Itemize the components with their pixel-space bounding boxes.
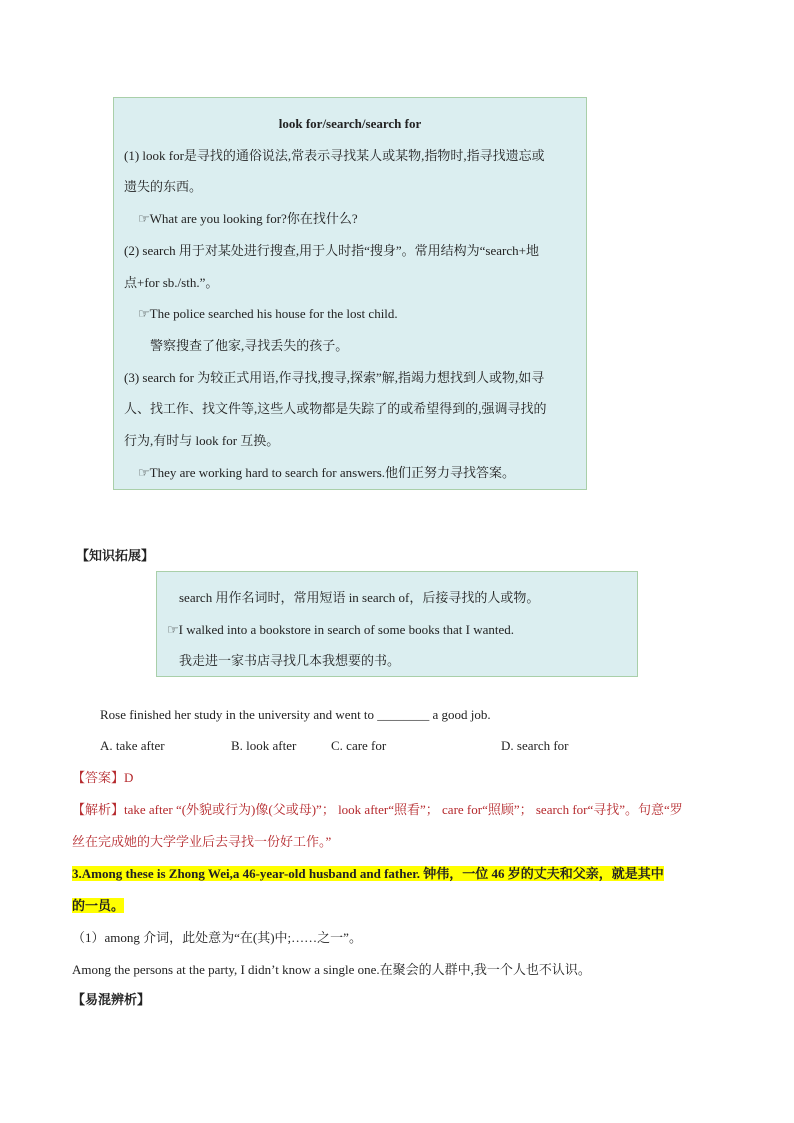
box-line: search 用作名词时，常用短语 in search of，后接寻找的人或物。 — [179, 590, 540, 605]
box-line: 行为,有时与 look for 互换。 — [124, 433, 280, 449]
highlighted-heading: 的一员。 — [72, 898, 125, 913]
note-text: （1）among 介词，此处意为“在(其)中;……之一”。 — [72, 930, 362, 945]
box-line: 人、找工作、找文件等,这些人或物都是失踪了的或希望得到的,强调寻找的 — [124, 401, 547, 417]
option-c: C. care for — [331, 738, 387, 753]
box-example: ☞They are working hard to search for answers.他们正努力寻找答案。 — [138, 464, 516, 480]
analysis-text: 丝在完成她的大学学业后去寻找一份好工作。” — [72, 834, 332, 849]
box-example: ☞The police searched his house for the lost child. — [138, 306, 398, 322]
section-heading-extend: 【知识拓展】 — [76, 548, 155, 563]
knowledge-box-search — [113, 97, 587, 490]
box-example-translation: 警察搜查了他家,寻找丢失的孩子。 — [150, 337, 349, 353]
question-stem: Rose finished her study in the university and went to ________ a good job. — [100, 707, 491, 722]
box-line: 点+for sb./sth.”。 — [124, 274, 219, 290]
box-example: ☞I walked into a bookstore in search of some books that I wanted. — [167, 621, 515, 637]
box-line: (2) search 用于对某处进行搜查,用于人时指“搜身”。常用结构为“search+地 — [124, 242, 539, 258]
option-a: A. take after — [100, 738, 165, 753]
section-heading-confuse: 【易混辨析】 — [72, 992, 151, 1007]
knowledge-box-extend — [156, 571, 638, 677]
box-line: 遗失的东西。 — [124, 179, 203, 195]
highlighted-heading: 3.Among these is Zhong Wei,a 46-year-old husband and father. 钟伟，一位 46 岁的丈夫和父亲，就是其中 — [72, 866, 664, 881]
answer-text: 【答案】D — [72, 770, 134, 785]
box-title: look for/search/search for — [278, 116, 422, 131]
box-example: ☞What are you looking for?你在找什么? — [138, 211, 358, 227]
box-line: (3) search for 为较正式用语,作寻找,搜寻,探索”解,指竭力想找到人或物,如寻 — [124, 369, 545, 385]
example-sentence: Among the persons at the party, I didn’t know a single one.在聚会的人群中,我一个人也不认识。 — [72, 962, 591, 977]
box-line: (1) look for是寻找的通俗说法,常表示寻找某人或某物,指物时,指寻找遗忘或 — [124, 147, 545, 163]
option-d: D. search for — [501, 738, 569, 753]
analysis-text: 【解析】take after “(外貌或行为)像(父或母)”； look after“照看”； care for“照顾”； search for“寻找”。句意“罗 — [72, 802, 683, 817]
box-example-translation: 我走进一家书店寻找几本我想要的书。 — [179, 653, 401, 669]
option-b: B. look after — [231, 738, 297, 753]
